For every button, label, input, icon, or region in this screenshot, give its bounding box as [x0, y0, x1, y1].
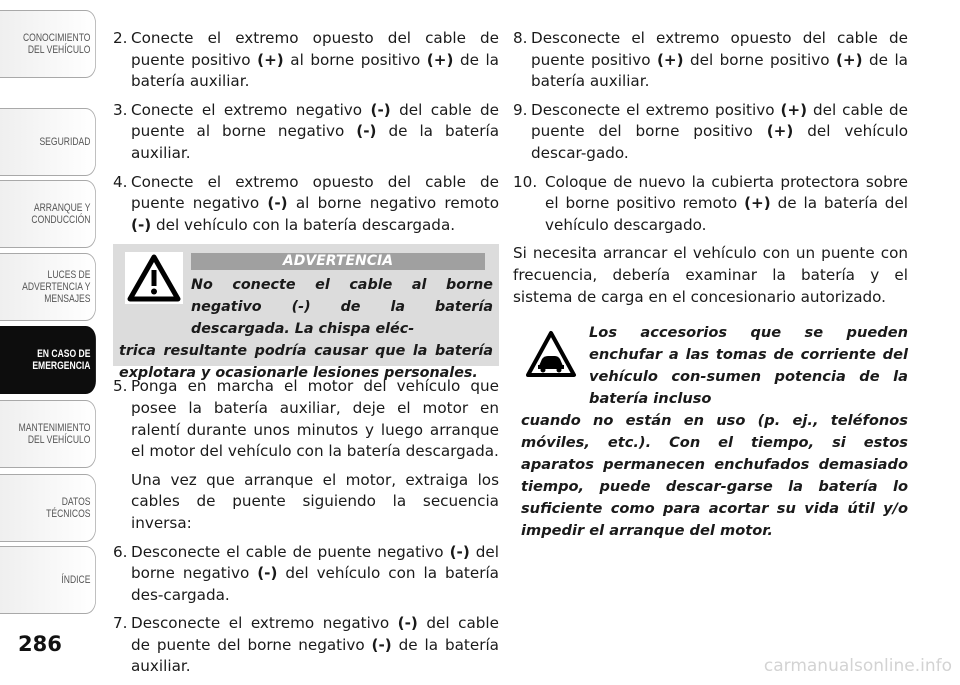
jump-start-advice: Si necesita arrancar el vehículo con un puente con frecuencia, debería examinar la batería y el sistema de carga en el concesionario autorizado.: [513, 244, 908, 306]
polarity-symbol: (-): [370, 100, 391, 119]
step-2: [113, 28, 499, 93]
note-block: [513, 322, 908, 540]
tab-arranque-y-conduccion[interactable]: [0, 180, 96, 248]
tab-datos-tecnicos[interactable]: [0, 474, 96, 542]
tab-label: EMERGENCIA: [32, 360, 91, 372]
polarity-symbol: (+): [780, 100, 808, 119]
tab-label: MANTENIMIENTO: [18, 422, 91, 434]
tab-label: CONDUCCIÓN: [31, 214, 91, 226]
tab-conocimiento-del-vehiculo[interactable]: [0, 10, 96, 78]
step-text: Desconecte el extremo opuesto del cable de puente positivo: [531, 29, 908, 69]
step-number: 6.: [113, 542, 128, 561]
polarity-symbol: (+): [426, 50, 454, 69]
tab-label: ÍNDICE: [61, 574, 91, 586]
step-text: del vehículo con la batería des-cargada.: [131, 564, 499, 604]
tab-label: EN CASO DE: [37, 348, 91, 360]
warning-text: [119, 274, 493, 384]
step-number: 5.: [113, 377, 128, 396]
polarity-symbol: (+): [656, 50, 684, 69]
step-6: [113, 542, 499, 607]
polarity-symbol: (-): [371, 635, 392, 654]
step-text: de la batería del vehículo descargado.: [545, 194, 909, 234]
polarity-symbol: (-): [267, 194, 288, 213]
step-text: al borne negativo remoto: [287, 194, 499, 213]
note-text-rest: cuando no están en uso (p. ej., teléfonos móviles, etc.). Con el tiempo, si estos aparatos permanecen enchufados demasiado tiempo, puede descar-garse la batería lo suficiente como para acortar su vida útil y/o impedir el arranque del motor.: [521, 412, 908, 540]
tab-label: DATOS: [61, 496, 91, 508]
step-text: de la batería auxiliar.: [131, 50, 499, 91]
tab-label: ARRANQUE Y: [33, 202, 91, 214]
step-text: Conecte el extremo negativo: [131, 100, 371, 119]
left-column: [113, 28, 499, 685]
step-text: del vehículo con la batería descargada.: [151, 215, 456, 234]
polarity-symbol: (-): [257, 564, 278, 583]
step-text: Conecte el extremo opuesto del cable de puente positivo: [131, 29, 499, 69]
step-number: 8.: [513, 29, 528, 47]
polarity-symbol: (+): [744, 194, 771, 213]
polarity-symbol: (-): [397, 614, 418, 633]
step-text: Desconecte el extremo positivo: [531, 100, 781, 119]
polarity-symbol: (+): [835, 50, 863, 69]
tab-label: SEGURIDAD: [39, 136, 91, 148]
page-number: 286: [18, 632, 62, 656]
note-text-first: Los accesorios que se pueden enchufar a las tomas de corriente del vehículo con-sumen potencia de la batería incluso: [589, 324, 908, 408]
watermark: carmanualsonline.info: [763, 656, 952, 676]
tab-seguridad[interactable]: [0, 108, 96, 176]
step-text: del borne positivo: [683, 50, 836, 69]
warning-box: [113, 244, 499, 382]
step-number: 10.: [513, 172, 538, 191]
tab-label: ADVERTENCIA Y: [22, 281, 91, 293]
step-text: Conecte el extremo opuesto del cable de puente negativo: [131, 172, 499, 213]
step-text: del cable de puente al borne negativo: [131, 100, 499, 141]
polarity-symbol: (-): [356, 122, 377, 141]
tab-label: CONOCIMIENTO: [22, 32, 91, 44]
step-text: al borne positivo: [283, 50, 427, 69]
step-8: [513, 28, 908, 93]
step-7: [113, 613, 499, 678]
step-text: Desconecte el cable de puente negativo: [131, 542, 450, 561]
tab-label: TÉCNICOS: [46, 508, 91, 520]
step-3: [113, 100, 499, 165]
warning-text-line: No conecte el cable al borne negativo (-) de la batería descargada. La chispa eléc-: [191, 277, 493, 338]
step-text: Desconecte el extremo negativo: [131, 614, 398, 633]
step-5: [113, 376, 499, 462]
step-9: [513, 100, 908, 165]
right-column: [513, 28, 909, 540]
tab-mantenimiento-del-vehiculo[interactable]: [0, 400, 96, 468]
step-number: 4.: [113, 172, 128, 191]
step-text: del vehículo descar-gado.: [531, 122, 908, 162]
polarity-symbol: (-): [449, 542, 470, 561]
step-text: de la batería auxiliar.: [531, 50, 908, 91]
polarity-symbol: (+): [766, 122, 794, 141]
step-number: 9.: [513, 100, 528, 119]
step-text: del borne negativo: [131, 542, 499, 583]
step-5-note: Una vez que arranque el motor, extraiga los cables de puente siguiendo la secuencia inversa:: [131, 470, 499, 532]
polarity-symbol: (-): [131, 215, 152, 234]
step-text: Ponga en marcha el motor del vehículo que posee la batería auxiliar, deje el motor en ralentí durante unos minutos y luego arranque el motor del vehículo con la batería descargada.: [131, 377, 499, 461]
step-text: Coloque de nuevo la cubierta protectora sobre el borne positivo remoto: [545, 172, 908, 213]
step-text: del cable de puente del borne positivo: [531, 100, 908, 141]
tab-indice[interactable]: [0, 546, 96, 614]
tab-label: MENSAJES: [44, 293, 91, 305]
tab-en-caso-de-emergencia[interactable]: [0, 326, 96, 394]
step-number: 3.: [113, 100, 128, 119]
warning-text-rest: trica resultante podría causar que la batería explotara y ocasionarle lesiones personales.: [119, 343, 493, 382]
note-text: [521, 322, 908, 542]
tab-luces-de-advertencia[interactable]: [0, 253, 96, 321]
step-text: del cable de puente del borne negativo: [131, 614, 499, 654]
step-text: de la batería auxiliar.: [131, 122, 499, 162]
polarity-symbol: (+): [257, 50, 284, 69]
step-text: de la batería auxiliar.: [131, 635, 499, 676]
tab-label: DEL VEHÍCULO: [27, 44, 91, 56]
chapter-sidebar: [0, 0, 100, 678]
tab-label: LUCES DE: [47, 269, 91, 281]
step-10: [513, 172, 908, 237]
step-4: [113, 172, 499, 237]
tab-label: DEL VEHÍCULO: [27, 434, 91, 446]
step-number: 7.: [113, 614, 128, 633]
warning-title: ADVERTENCIA: [191, 253, 485, 270]
step-number: 2.: [113, 29, 128, 47]
